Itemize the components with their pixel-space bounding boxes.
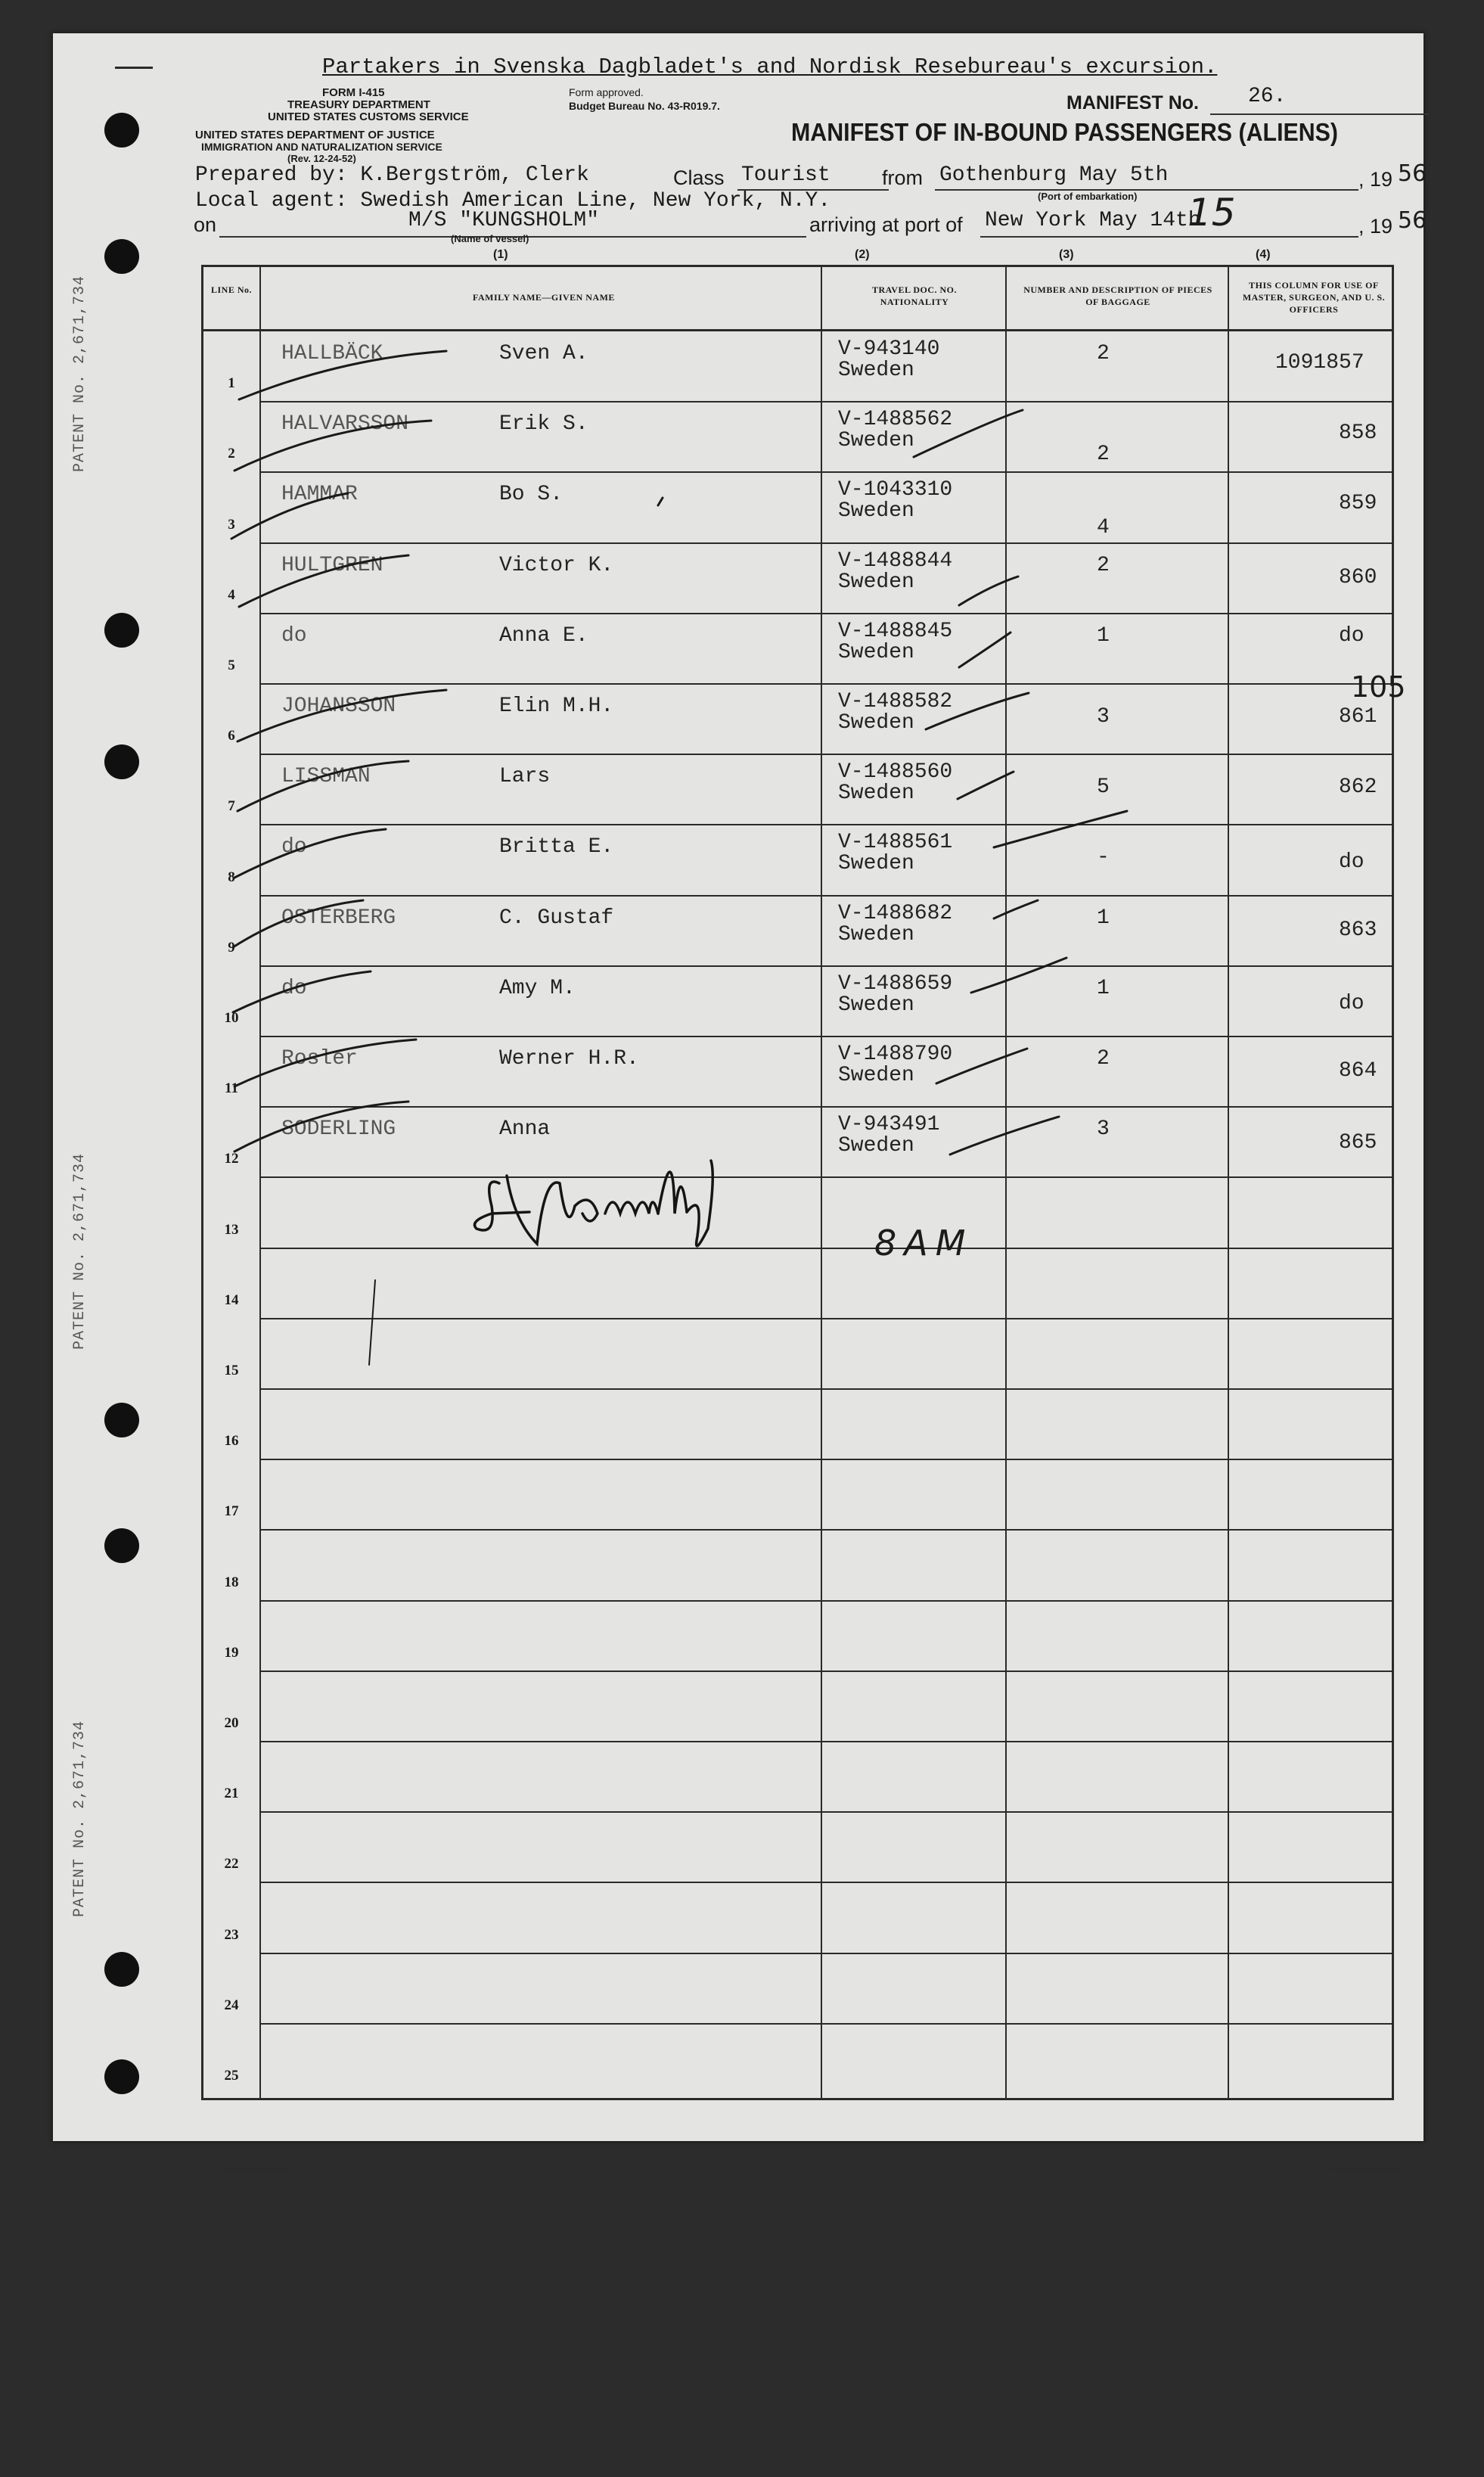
row-separator	[259, 613, 1394, 614]
col-num-2: (2)	[855, 248, 870, 261]
col-num-1: (1)	[493, 248, 508, 261]
margin-tick	[115, 67, 153, 69]
nationality: Sweden	[838, 359, 914, 382]
rev-date: (Rev. 12-24-52)	[287, 153, 356, 164]
side-stamp: PATENT No. 2,671,734	[71, 1152, 88, 1350]
class-value: Tourist	[741, 163, 830, 187]
bottom-mark	[224, 2168, 292, 2171]
officer-number: 862	[1339, 775, 1377, 800]
line-number: 15	[224, 1363, 239, 1378]
travel-doc-no: V-1488562	[838, 408, 953, 432]
officer-number: do	[1339, 991, 1364, 1015]
manifest-no: 26.	[1248, 85, 1287, 108]
line-number: 24	[224, 1997, 239, 2013]
bottom-mark	[1331, 2168, 1399, 2171]
given-name: Werner H.R.	[499, 1047, 639, 1071]
row-separator	[259, 754, 1394, 755]
given-name: Britta E.	[499, 835, 614, 859]
line-number: 11	[225, 1080, 238, 1097]
baggage-count: -	[1097, 846, 1110, 870]
given-name: Anna	[499, 1117, 551, 1142]
baggage-count: 1	[1097, 906, 1110, 930]
line-number: 6	[228, 728, 235, 744]
line-number: 7	[228, 798, 235, 815]
baggage-count: 1	[1097, 623, 1110, 648]
officer-number: 859	[1339, 492, 1377, 516]
line-number: 18	[224, 1574, 239, 1590]
line-number: 14	[224, 1291, 239, 1308]
given-name: C. Gustaf	[499, 906, 614, 930]
line-number: 23	[224, 1926, 239, 1943]
nationality: Sweden	[838, 499, 914, 524]
col-num-3: (3)	[1059, 248, 1074, 261]
family-name: HULTGREN	[281, 553, 383, 577]
punch-hole	[104, 1528, 139, 1563]
travel-doc-no: V-1488659	[838, 971, 953, 996]
travel-doc-no: V-1488582	[838, 690, 953, 713]
given-name: Amy M.	[499, 976, 576, 1000]
header-travel-doc: TRAVEL DOC. NO. NATIONALITY	[872, 284, 957, 307]
treasury-dept: TREASURY DEPARTMENT	[287, 98, 430, 111]
travel-doc-no: V-1488790	[838, 1043, 953, 1066]
family-name: do	[281, 835, 307, 859]
line-number: 8	[228, 869, 235, 885]
arriving-value: New York May 14th	[985, 209, 1201, 232]
baggage-count: 1	[1097, 976, 1110, 1000]
nationality: Sweden	[838, 429, 914, 453]
line-number: 10	[224, 1010, 239, 1026]
row-separator	[259, 1529, 1394, 1531]
row-separator	[259, 471, 1394, 473]
row-separator	[259, 1670, 1394, 1672]
line-number: 17	[224, 1503, 239, 1520]
line-number: 1	[228, 375, 235, 392]
arriving-year: 56	[1398, 207, 1427, 234]
on-label: on	[194, 213, 217, 236]
family-name: OSTERBERG	[281, 906, 396, 930]
line-number: 9	[228, 939, 235, 956]
travel-doc-no: V-1488845	[838, 619, 953, 643]
family-name: HAMMAR	[281, 483, 358, 507]
port-of-embarkation: (Port of embarkation)	[1038, 191, 1138, 202]
nationality: Sweden	[838, 993, 914, 1017]
officer-signature	[446, 1130, 749, 1266]
row-separator	[259, 1036, 1394, 1037]
row-separator	[259, 1248, 1394, 1249]
given-name: Anna E.	[499, 623, 588, 648]
baggage-count: 2	[1097, 1047, 1110, 1071]
officer-number: 860	[1339, 565, 1377, 589]
family-name: Rosler	[281, 1047, 358, 1071]
budget-bureau: Budget Bureau No. 43-R019.7.	[569, 100, 720, 112]
travel-doc-no: V-1488561	[838, 831, 953, 855]
line-number: 21	[224, 1785, 239, 1802]
ins-service: IMMIGRATION AND NATURALIZATION SERVICE	[201, 141, 442, 153]
header-line-no: LINE No.	[210, 284, 252, 295]
header-officers: THIS COLUMN FOR USE OF MASTER, SURGEON, AND U. S. OFFICERS	[1242, 280, 1386, 315]
punch-hole	[104, 613, 139, 648]
punch-hole	[104, 239, 139, 274]
nationality: Sweden	[838, 1134, 914, 1158]
given-name: Sven A.	[499, 342, 588, 365]
punch-hole	[104, 2059, 139, 2094]
arriving-label: arriving at port of	[809, 213, 963, 236]
punch-hole	[104, 113, 139, 148]
officer-number: 1091857	[1275, 351, 1364, 375]
given-name: Erik S.	[499, 412, 588, 437]
margin-note: 105	[1351, 670, 1406, 704]
row-separator	[259, 1811, 1394, 1813]
family-name: JOHANSSON	[281, 695, 396, 718]
line-number: 12	[224, 1151, 239, 1167]
class-label: Class	[673, 166, 725, 189]
family-name: LISSMAN	[281, 765, 371, 789]
row-separator	[259, 1882, 1394, 1883]
header-baggage: NUMBER AND DESCRIPTION OF PIECES OF BAGGAGE	[1023, 284, 1212, 307]
row-separator	[259, 683, 1394, 685]
line-number: 13	[224, 1221, 239, 1238]
baggage-count: 3	[1097, 705, 1110, 729]
officer-number: 865	[1339, 1131, 1377, 1155]
row-separator	[259, 1176, 1394, 1178]
nationality: Sweden	[838, 922, 914, 946]
officer-number: 858	[1339, 421, 1377, 446]
vessel-name: M/S "KUNGSHOLM"	[408, 209, 600, 232]
travel-doc-no: V-943491	[838, 1113, 940, 1137]
from-year-prefix: , 19	[1358, 168, 1393, 191]
family-name: HALVARSSON	[281, 412, 409, 437]
nationality: Sweden	[838, 852, 914, 876]
officer-number: do	[1339, 850, 1364, 875]
family-name: do	[281, 976, 307, 1000]
nationality: Sweden	[838, 1064, 914, 1087]
customs-service: UNITED STATES CUSTOMS SERVICE	[268, 110, 469, 123]
travel-doc-no: V-1488560	[838, 760, 953, 785]
line-number: 16	[224, 1433, 239, 1450]
header-name: FAMILY NAME—GIVEN NAME	[473, 292, 615, 303]
line-number: 5	[228, 657, 235, 673]
line-number: 20	[224, 1715, 239, 1731]
officer-number: 863	[1339, 918, 1377, 942]
baggage-count: 2	[1097, 342, 1110, 365]
travel-doc-no: V-1488682	[838, 901, 953, 925]
form-number: FORM I-415	[322, 86, 385, 99]
prepared-by: Prepared by: K.Bergström, Clerk	[195, 163, 589, 187]
row-separator	[259, 895, 1394, 897]
punch-hole	[104, 1952, 139, 1987]
given-name: Victor K.	[499, 553, 614, 577]
baggage-count: 2	[1097, 553, 1110, 577]
arriving-year-prefix: , 19	[1358, 215, 1393, 238]
travel-doc-no: V-943140	[838, 337, 940, 361]
form-approved: Form approved.	[569, 86, 644, 98]
row-separator	[259, 1459, 1394, 1460]
side-stamp: PATENT No. 2,671,734	[71, 1720, 88, 1917]
manifest-no-line	[1210, 95, 1430, 115]
justice-dept: UNITED STATES DEPARTMENT OF JUSTICE	[195, 129, 435, 141]
officer-number: 864	[1339, 1059, 1377, 1083]
row-separator	[259, 1106, 1394, 1108]
family-name: HALLBÄCK	[281, 342, 383, 365]
line-number: 3	[228, 516, 235, 533]
row-separator	[259, 542, 1394, 544]
side-stamp: PATENT No. 2,671,734	[71, 275, 88, 472]
line-number: 2	[228, 446, 235, 462]
row-separator	[259, 1388, 1394, 1390]
from-year: 56	[1398, 160, 1427, 187]
time-note: 8AM	[874, 1223, 973, 1263]
travel-doc-no: V-1043310	[838, 478, 953, 502]
row-separator	[259, 1600, 1394, 1602]
punch-hole	[104, 744, 139, 779]
family-name: SODERLING	[281, 1117, 396, 1142]
row-separator	[259, 965, 1394, 967]
nationality: Sweden	[838, 640, 914, 664]
row-separator	[259, 824, 1394, 825]
line-number: 22	[224, 1856, 239, 1873]
row-separator	[259, 401, 1394, 402]
col-num-4: (4)	[1256, 248, 1271, 261]
family-name: do	[281, 623, 307, 648]
from-label: from	[882, 166, 923, 189]
line-number: 19	[224, 1644, 239, 1661]
row-separator	[259, 1318, 1394, 1319]
nationality: Sweden	[838, 570, 914, 594]
baggage-count: 2	[1097, 443, 1110, 467]
manifest-title: MANIFEST OF IN-BOUND PASSENGERS (ALIENS)	[791, 118, 1339, 146]
manifest-page	[53, 33, 1427, 2141]
baggage-count: 3	[1097, 1117, 1110, 1142]
manifest-no-label: MANIFEST No.	[1066, 92, 1199, 113]
passenger-table	[201, 265, 1394, 2100]
travel-doc-no: V-1488844	[838, 549, 953, 573]
excursion-title: Partakers in Svenska Dagbladet's and Nordisk Resebureau's excursion.	[322, 54, 1218, 79]
officer-number: 861	[1339, 705, 1377, 729]
given-name: Bo S.	[499, 483, 563, 507]
line-number: 4	[228, 586, 235, 603]
arriving-hand-date: 15	[1188, 191, 1236, 235]
header-divider	[203, 329, 1394, 331]
nationality: Sweden	[838, 711, 914, 735]
local-agent: Local agent: Swedish American Line, New York, N.Y.	[195, 189, 831, 213]
baggage-count: 4	[1097, 516, 1110, 540]
row-separator	[259, 2023, 1394, 2025]
punch-hole	[104, 1403, 139, 1437]
officer-number: do	[1339, 623, 1364, 648]
line-number: 25	[224, 2068, 239, 2084]
name-of-vessel: (Name of vessel)	[451, 233, 529, 244]
nationality: Sweden	[838, 782, 914, 806]
baggage-count: 5	[1097, 775, 1110, 800]
from-value: Gothenburg May 5th	[939, 163, 1169, 187]
given-name: Lars	[499, 765, 551, 789]
given-name: Elin M.H.	[499, 695, 614, 718]
row-separator	[259, 1741, 1394, 1742]
row-separator	[259, 1953, 1394, 1954]
